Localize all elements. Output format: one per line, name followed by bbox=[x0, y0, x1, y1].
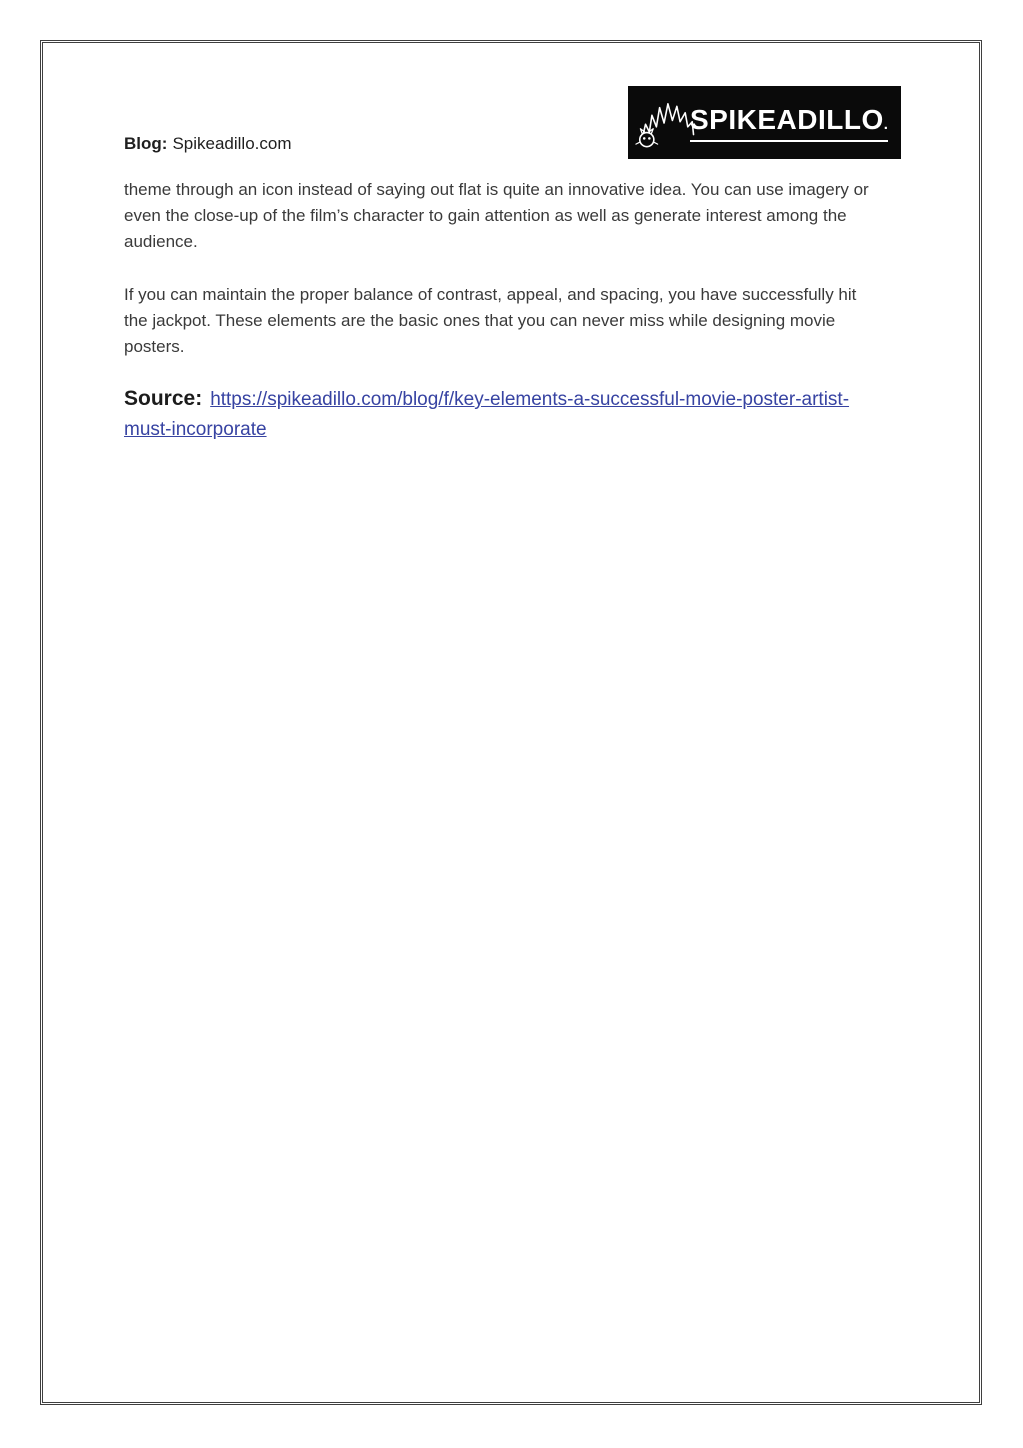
source-link[interactable]: https://spikeadillo.com/blog/f/key-elements-a-successful-movie-poster-artist-must-incorporate bbox=[124, 389, 850, 440]
page-border-frame bbox=[40, 40, 982, 1405]
blog-line bbox=[124, 131, 886, 157]
source-label: Source: bbox=[124, 387, 203, 410]
document-content bbox=[124, 43, 886, 445]
body-paragraph-2: If you can maintain the proper balance of contrast, appeal, and spacing, you have successfully hit the jackpot. These elements are the basic ones that you can never miss while designing movie posters. bbox=[124, 285, 857, 356]
body-paragraph-1: theme through an icon instead of saying out flat is quite an innovative idea. You can use imagery or even the close-up of the film’s character to gain attention as well as generate interest among the audience. bbox=[124, 180, 869, 251]
blog-value: Spikeadillo.com bbox=[172, 134, 292, 153]
blog-label: Blog: bbox=[124, 134, 168, 153]
logo-period: . bbox=[883, 115, 888, 133]
source-line bbox=[124, 384, 872, 445]
logo-brand-text: SPIKEADILLO bbox=[690, 103, 884, 135]
